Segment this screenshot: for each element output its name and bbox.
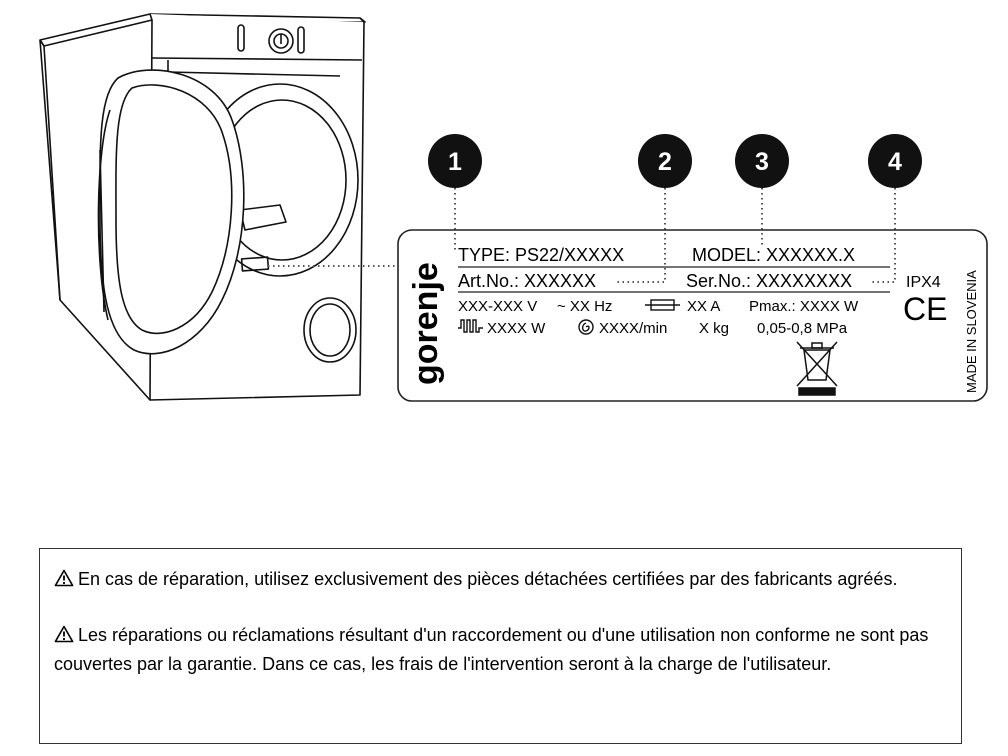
brand-logo: gorenje — [407, 262, 445, 385]
washing-machine-illustration — [40, 14, 365, 400]
frequency-field: ~ XX Hz — [557, 298, 613, 315]
warning-paragraph-1 — [54, 565, 947, 594]
model-field: MODEL: XXXXXX.X — [692, 245, 856, 265]
max-power-field: Pmax.: XXXX W — [749, 298, 859, 315]
callout-badge-1 — [428, 134, 482, 188]
callout-number: 3 — [755, 148, 769, 176]
serial-number-field: Ser.No.: XXXXXXXX — [686, 271, 853, 291]
fuse-current-field: XX A — [687, 298, 721, 315]
type-field: TYPE: PS22/XXXXX — [458, 245, 625, 265]
callout-number: 4 — [888, 148, 902, 176]
callout-number: 2 — [658, 148, 672, 176]
heater-power-field: XXXX W — [487, 320, 546, 337]
warning-paragraph-2 — [54, 621, 947, 679]
ce-mark: CE — [903, 291, 948, 327]
warning-triangle-icon — [54, 625, 74, 643]
callout-badge-4 — [868, 134, 922, 188]
callout-badge-2 — [638, 134, 692, 188]
voltage-field: XXX-XXX V — [458, 298, 538, 315]
capacity-field: X kg — [699, 320, 730, 337]
ipx-rating: IPX4 — [906, 274, 941, 291]
spin-speed-field: XXXX/min — [599, 320, 668, 337]
callout-badge-3 — [735, 134, 789, 188]
article-number-field: Art.No.: XXXXXX — [458, 271, 597, 291]
made-in-label: MADE IN SLOVENIA — [964, 270, 979, 393]
warning-triangle-icon — [54, 569, 74, 587]
callout-number: 1 — [448, 148, 462, 176]
water-pressure-field: 0,05-0,8 MPa — [757, 320, 848, 337]
warning-text-1: En cas de réparation, utilisez exclusivement des pièces détachées certifiées par des fabricants agréés. — [78, 569, 898, 589]
warning-text-2: Les réparations ou réclamations résultant d'un raccordement ou d'une utilisation non conforme ne sont pas couvertes par la garantie. Dans ce cas, les frais de l'intervention seront à la charge de l'utilisateur. — [54, 625, 929, 674]
warning-notice-box — [39, 548, 962, 744]
